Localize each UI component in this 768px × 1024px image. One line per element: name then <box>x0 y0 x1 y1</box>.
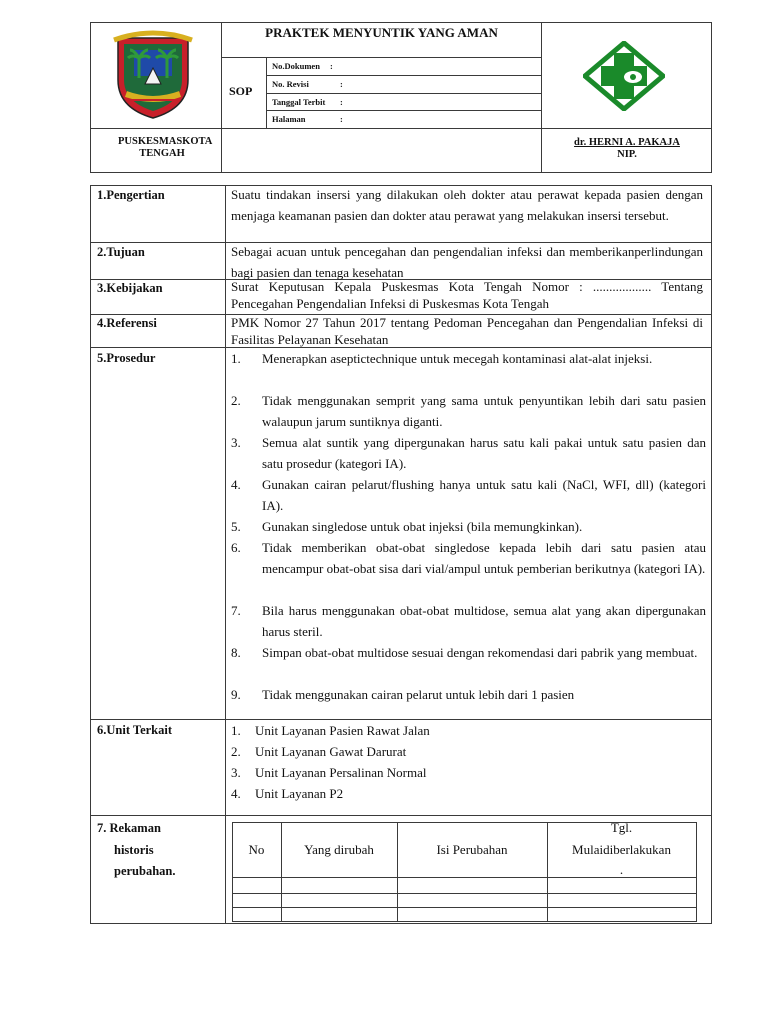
tujuan-text: Sebagai acuan untuk pencegahan dan pengendalian infeksi dan memberikanperlindungan bagi pasien dan tenaga kesehatan <box>231 244 703 280</box>
sop-label: SOP <box>229 84 253 98</box>
col-header-isi-perubahan: Isi Perubahan <box>436 842 508 857</box>
step-number: 6. <box>231 540 241 555</box>
step-text: Tidak menggunakan cairan pelarut untuk lebih dari 1 pasien <box>262 687 575 702</box>
step-number: 7. <box>231 603 241 618</box>
step-text: Gunakan cairan pelarut/flushing hanya untuk satu kali (NaCl, WFI, dll) (kategori IA). <box>262 477 706 513</box>
unit-text: Unit Layanan P2 <box>255 786 344 801</box>
unit-number: 3. <box>231 765 241 780</box>
rekaman-label-line1: 7. Rekaman <box>97 821 161 835</box>
unit-text: Unit Layanan Pasien Rawat Jalan <box>255 723 430 738</box>
kebijakan-text: Surat Keputusan Kepala Puskesmas Kota Tengah Nomor : .................. Tentang Pencegahan Pengendalian Infeksi di Puskesmas Kota Tengah <box>231 279 703 311</box>
step-number: 4. <box>231 477 241 492</box>
meta-label-halaman: Halaman <box>272 114 306 124</box>
unit-text: Unit Layanan Gawat Darurat <box>255 744 407 759</box>
pengertian-label: 1.Pengertian <box>97 188 165 202</box>
step-text: Tidak memberikan obat-obat singledose kepada lebih dari satu pasien atau mencampur obat-obat sisa dari vial/ampul untuk pemberian berikutnya (kategori IA). <box>262 540 706 576</box>
step-text: Simpan obat-obat multidose sesuai dengan rekomendasi dari pabrik yang membuat. <box>262 645 698 660</box>
rekaman-label-line3: perubahan. <box>114 864 176 878</box>
meta-label-tanggal-terbit: Tanggal Terbit <box>272 97 326 107</box>
step-number: 9. <box>231 687 241 702</box>
step-text: Tidak menggunakan semprit yang sama untuk penyuntikan lebih dari satu pasien walaupun jarum suntiknya diganti. <box>262 393 706 429</box>
referensi-label: 4.Referensi <box>97 316 157 330</box>
step-text: Semua alat suntik yang dipergunakan harus satu kali pakai untuk satu pasien dan satu prosedur (kategori IA). <box>262 435 706 471</box>
signer-name: dr. HERNI A. PAKAJA <box>574 137 680 148</box>
tujuan-label: 2.Tujuan <box>97 245 145 259</box>
unit-text: Unit Layanan Persalinan Normal <box>255 765 427 780</box>
unit-number: 1. <box>231 723 241 738</box>
col-header-tgl: Tgl. <box>610 820 633 835</box>
kebijakan-label: 3.Kebijakan <box>97 281 163 295</box>
meta-label-no-dokumen: No.Dokumen <box>272 61 320 71</box>
col-header-mulai-diberlakukan: Mulaidiberlakukan <box>572 842 671 857</box>
document-title: PRAKTEK MENYUNTIK YANG AMAN <box>265 25 498 40</box>
meta-label-no-revisi: No. Revisi <box>272 79 309 89</box>
organization-name: PUSKESMASKOTA TENGAH <box>118 136 213 159</box>
signer-nip: NIP. <box>617 149 637 160</box>
step-number: 2. <box>231 393 241 408</box>
step-text: Gunakan singledose untuk obat injeksi (bila memungkinkan). <box>262 519 583 534</box>
regional-crest-logo <box>112 28 194 120</box>
step-text: Bila harus menggunakan obat-obat multidose, semua alat yang akan dipergunakan harus steril. <box>262 603 706 639</box>
step-number: 1. <box>231 351 241 366</box>
meta-sep-no-dokumen: : <box>330 61 333 71</box>
unit-number: 2. <box>231 744 241 759</box>
step-number: 5. <box>231 519 241 534</box>
pengertian-text: Suatu tindakan insersi yang dilakukan oleh dokter atau perawat kepada pasien dengan menjaga keamanan pasien dan dokter atau perawat yang melakukan insersi tersebut. <box>231 187 703 223</box>
col-header-no: No <box>248 842 265 857</box>
col-header-yang-dirubah: Yang dirubah <box>304 842 374 857</box>
referensi-text: PMK Nomor 27 Tahun 2017 tentang Pedoman Pencegahan dan Pengendalian Infeksi di Fasilitas Pelayanan Kesehatan <box>231 315 703 347</box>
step-number: 8. <box>231 645 241 660</box>
puskesmas-logo <box>583 41 665 111</box>
meta-sep-tanggal-terbit: : <box>340 97 343 107</box>
unit-number: 4. <box>231 786 241 801</box>
step-number: 3. <box>231 435 241 450</box>
meta-sep-no-revisi: : <box>340 79 343 89</box>
meta-sep-halaman: : <box>340 114 343 124</box>
step-text: Menerapkan aseptictechnique untuk mecegah kontaminasi alat-alat injeksi. <box>262 351 653 366</box>
rekaman-label-line2: historis <box>114 843 154 857</box>
col-header-dot: . <box>619 862 624 877</box>
prosedur-label: 5.Prosedur <box>97 351 156 365</box>
unit-terkait-label: 6.Unit Terkait <box>97 723 173 737</box>
